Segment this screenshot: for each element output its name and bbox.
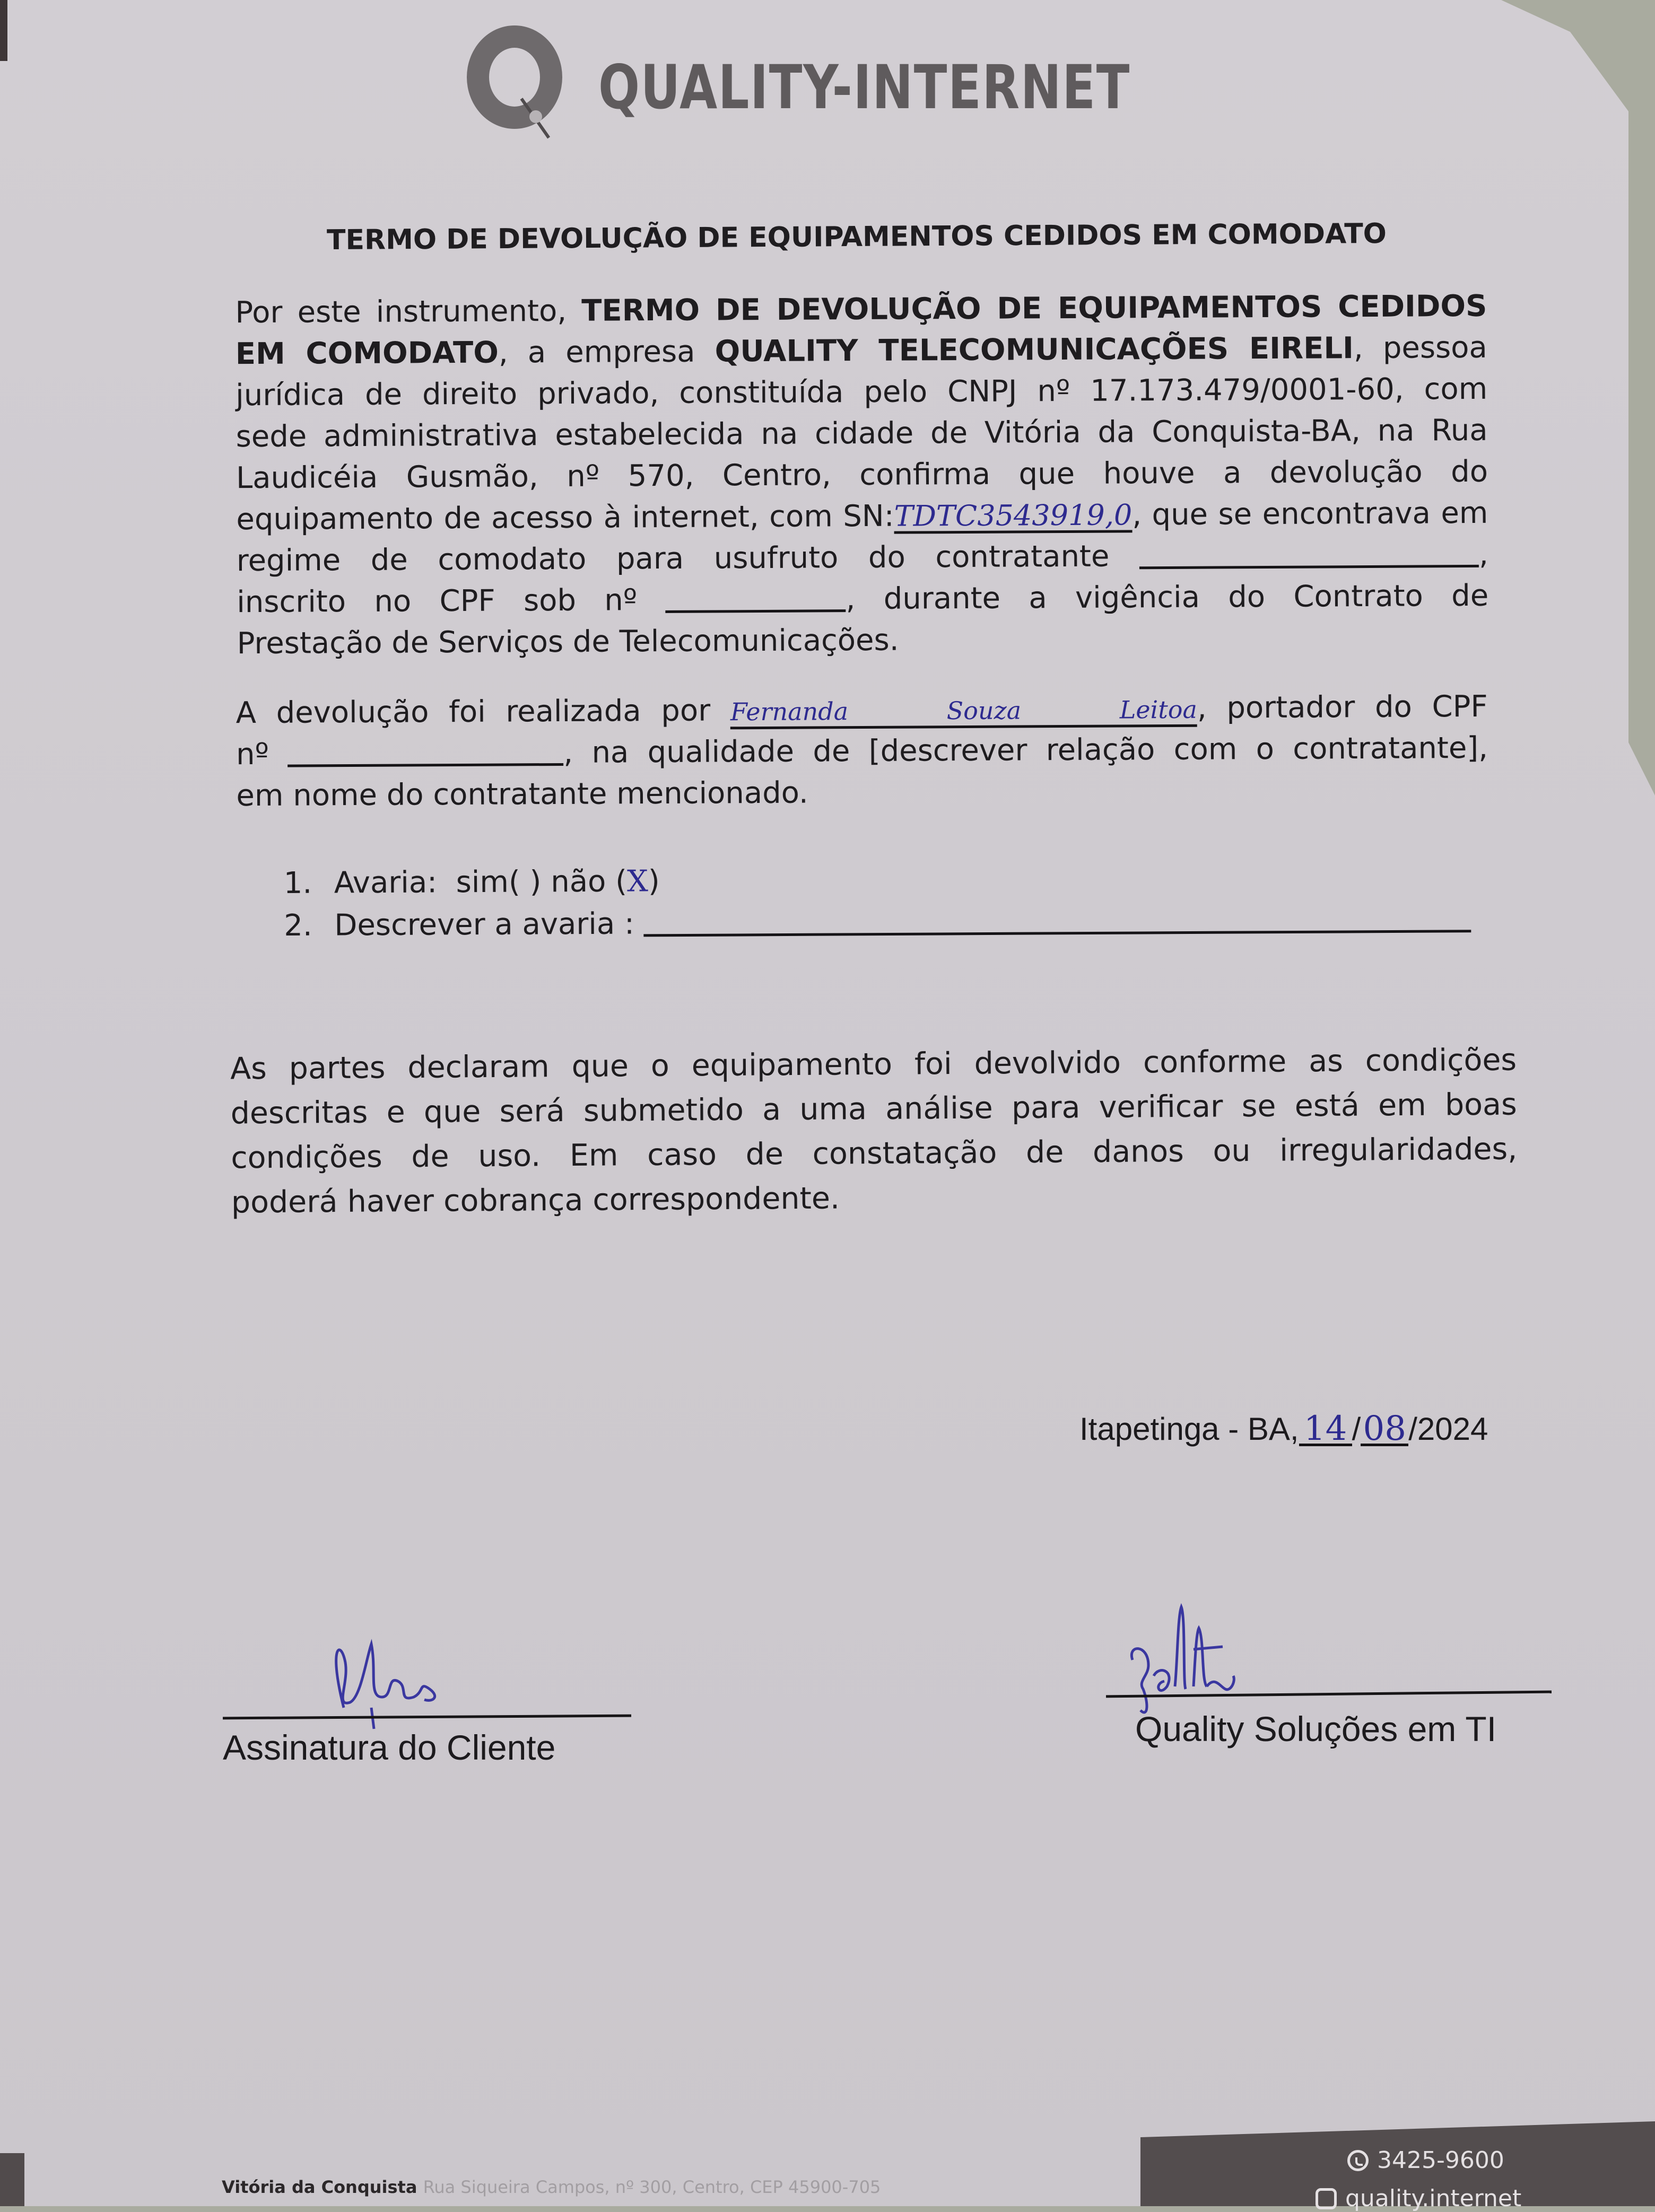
logo-q-dot: [529, 110, 542, 123]
p1-line-7: [237, 534, 1488, 582]
text: , a empresa: [498, 334, 695, 370]
paragraph-2: [236, 686, 1488, 817]
damage-description-field[interactable]: [644, 930, 1471, 937]
text: Por este instrumento,: [235, 293, 567, 330]
place-text: Itapetinga - BA,: [1079, 1411, 1299, 1447]
p3-line-3: condições de uso. Em caso de constatação de danos ou irregularidades,: [231, 1131, 1518, 1176]
phone-number: 3425-9600: [1377, 2147, 1504, 2174]
footer-city: Vitória da Conquista: [222, 2177, 417, 2197]
p1-line-8: [237, 575, 1488, 623]
p3-line-2: descritas e que será submetido a uma análise para verificar se está em boas: [230, 1087, 1517, 1131]
text: A devolução foi realizada por: [236, 693, 711, 731]
p3-line-4: poderá haver cobrança correspondente.: [231, 1181, 840, 1220]
logo-text: QUALITY-INTERNET: [598, 52, 1130, 123]
bold-text: TERMO DE DEVOLUÇÃO DE EQUIPAMENTOS CEDIDOS: [581, 288, 1487, 328]
date-separator: /: [1352, 1411, 1361, 1447]
p1-line-4: sede administrativa estabelecida na cidade de Vitória da Conquista-BA, na Rua: [236, 413, 1488, 454]
paragraph-3: [230, 1038, 1518, 1225]
p1-line-9: Prestação de Serviços de Telecomunicações.: [237, 623, 899, 661]
item-label: Avaria:: [334, 865, 438, 900]
p1-line-3: jurídica de direito privado, constituída pelo CNPJ nº 17.173.479/0001-60, com: [236, 371, 1488, 413]
p2-line-3: em nome do contratante mencionado.: [236, 775, 808, 814]
contractor-name-field[interactable]: [1139, 565, 1479, 569]
document-title: TERMO DE DEVOLUÇÃO DE EQUIPAMENTOS CEDIDOS EM COMODATO: [326, 217, 1387, 257]
text: , pessoa: [1353, 330, 1487, 366]
date-year: /2024: [1408, 1411, 1488, 1447]
footer-social: [1316, 2185, 1521, 2212]
checklist-item-damage: [284, 856, 1493, 905]
text: , na qualidade de [descrever relação com o contratante],: [563, 730, 1488, 770]
company-logo: [467, 20, 1178, 132]
p1-line-5: Laudicéia Gusmão, nº 570, Centro, confirma que houve a devolução do: [236, 454, 1488, 496]
footer-phone: [1347, 2147, 1504, 2174]
text: , que se encontrava em: [1132, 495, 1488, 532]
item-label: Descrever a avaria :: [334, 906, 635, 943]
returned-by-field[interactable]: Fernanda Souza Leitoa: [730, 695, 1197, 730]
instagram-icon: [1316, 2188, 1337, 2209]
client-signature-label: Assinatura do Cliente: [223, 1728, 556, 1767]
paragraph-1: [235, 286, 1489, 665]
serial-number-field[interactable]: TDTC3543919,0: [894, 498, 1133, 533]
text: , durante a vigência do Contrato de: [846, 578, 1489, 617]
footer-left-band: [0, 2153, 24, 2206]
p2-line-2: [236, 728, 1488, 775]
item-number: 2.: [284, 908, 312, 943]
footer-address: [222, 2177, 881, 2197]
text: inscrito no CPF sob nº: [237, 583, 638, 620]
check-mark: X: [626, 864, 649, 899]
text: nº: [236, 737, 269, 772]
background-object: [0, 0, 7, 61]
p1-line-1: [235, 286, 1487, 334]
option-yes-checkbox[interactable]: sim( ): [456, 864, 542, 900]
text: regime de comodato para usufruto do contratante: [236, 539, 1110, 579]
item-number: 1.: [283, 865, 312, 900]
p1-line-6: [236, 493, 1488, 540]
option-no-suffix: ): [648, 864, 660, 899]
logo-q-icon: [467, 25, 562, 129]
place-date: [1079, 1408, 1488, 1450]
text: ,: [1478, 537, 1488, 572]
whatsapp-icon: [1347, 2150, 1369, 2171]
text: , portador do CPF: [1197, 689, 1488, 725]
social-handle: quality.internet: [1345, 2185, 1522, 2212]
company-name: QUALITY TELECOMUNICAÇÕES EIRELI: [715, 331, 1354, 369]
returner-cpf-field[interactable]: [288, 763, 563, 767]
p3-line-1: As partes declaram que o equipamento foi devolvido conforme as condições: [230, 1042, 1517, 1087]
bold-text: EM COMODATO: [235, 335, 499, 372]
damage-checklist: [284, 856, 1494, 947]
company-signature: [1117, 1596, 1286, 1724]
p1-line-2: [236, 327, 1487, 375]
option-no-checkbox[interactable]: [551, 864, 660, 899]
date-day-field[interactable]: 14: [1299, 1414, 1352, 1446]
date-month-field[interactable]: 08: [1361, 1414, 1408, 1446]
option-no-label: não (: [551, 864, 628, 899]
footer-street: Rua Siqueira Campos, nº 300, Centro, CEP 45900-705: [423, 2177, 881, 2197]
checklist-item-describe: [284, 898, 1493, 947]
company-signature-label: Quality Soluções em TI: [1135, 1709, 1497, 1748]
contractor-cpf-field[interactable]: [666, 609, 846, 613]
text: equipamento de acesso à internet, com SN:: [236, 499, 894, 537]
p2-line-1: [236, 686, 1487, 734]
